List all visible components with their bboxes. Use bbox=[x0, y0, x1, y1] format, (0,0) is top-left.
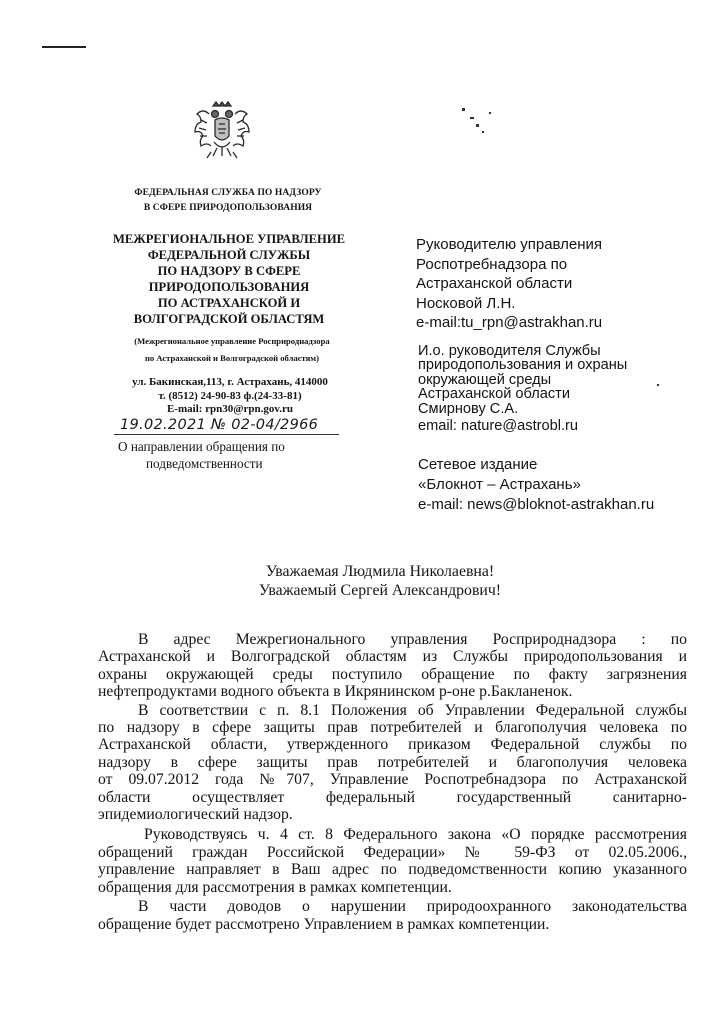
letter-body bbox=[98, 631, 687, 933]
letter-subject bbox=[118, 438, 348, 472]
recipient-line: «Блокнот – Астрахань» bbox=[418, 476, 581, 493]
body-line: охраны окружающей среды поступило обращение по факту загрязнения bbox=[98, 665, 687, 683]
recipient-line: Руководителю управления bbox=[416, 236, 603, 253]
scan-mark bbox=[42, 46, 86, 48]
org-line: ПРИРОДОПОЛЬЗОВАНИЯ bbox=[148, 280, 310, 294]
registration-underline bbox=[114, 434, 339, 435]
greeting-line: Уважаемая Людмила Николаевна! bbox=[265, 563, 495, 580]
body-line: эпидемиологический надзор. bbox=[98, 806, 293, 824]
org-short-line: (Межрегиональное управление Росприроднадзора bbox=[134, 336, 330, 346]
subject-line: подведомственности bbox=[146, 456, 263, 471]
body-line: В адрес Межрегионального управления Росприроднадзора : по bbox=[138, 631, 687, 648]
address-line: т. (8512) 24-90-83 ф.(24-33-81) bbox=[158, 389, 302, 402]
scan-speck bbox=[482, 131, 484, 133]
agency-line: ФЕДЕРАЛЬНАЯ СЛУЖБА ПО НАДЗОРУ bbox=[134, 188, 322, 198]
scan-speck bbox=[489, 112, 491, 114]
organization-short-name bbox=[116, 333, 348, 367]
org-line: МЕЖРЕГИОНАЛЬНОЕ УПРАВЛЕНИЕ bbox=[112, 232, 346, 246]
body-line: обращение будет рассмотрено Управлением в рамках компетенции. bbox=[98, 915, 550, 933]
scan-speck bbox=[476, 124, 479, 127]
recipient-line: И.о. руководителя Службы bbox=[418, 343, 601, 359]
org-line: ПО АСТРАХАНСКОЙ И bbox=[157, 296, 301, 310]
body-line: обращений граждан Российской Федерации» № 59-ФЗ от 02.05.2006., bbox=[98, 843, 687, 861]
recipient-rospotrebnadzor bbox=[416, 235, 706, 333]
body-line: от 09.07.2012 года №707, Управление Роспотребнадзора по Астраханской bbox=[98, 771, 687, 789]
recipient-line: Астраханской области bbox=[416, 275, 573, 293]
recipient-line: Носковой Л.Н. bbox=[416, 294, 516, 312]
recipient-nature-service bbox=[418, 344, 708, 433]
body-paragraph bbox=[98, 898, 687, 933]
greeting-line: Уважаемый Сергей Александрович! bbox=[258, 582, 502, 599]
agency-name bbox=[128, 186, 328, 216]
recipient-line: природопользования и охраны bbox=[418, 357, 628, 374]
scan-speck bbox=[462, 108, 465, 111]
subject-line: О направлении обращения по bbox=[118, 439, 285, 454]
coat-of-arms-icon bbox=[193, 100, 251, 162]
recipient-line: окружающей среды bbox=[418, 371, 552, 388]
org-line: ВОЛГОГРАДСКОЙ ОБЛАСТЯМ bbox=[133, 312, 325, 326]
body-line: по надзору в сфере защиты прав потребителей и благополучия человека по bbox=[98, 719, 687, 737]
org-line: ПО НАДЗОРУ В СФЕРЕ bbox=[157, 264, 301, 278]
body-line: Астраханской области, утвержденного приказом Федеральной службы по bbox=[98, 736, 687, 754]
body-paragraph bbox=[98, 702, 687, 824]
address-email: E-mail: rpn30@rpn.gov.ru bbox=[166, 403, 294, 415]
recipient-email: email: nature@astrobl.ru bbox=[418, 418, 579, 435]
body-paragraph bbox=[98, 631, 687, 701]
body-line: области осуществляет федеральный государственный санитарно- bbox=[98, 788, 687, 806]
body-paragraph bbox=[98, 826, 687, 896]
body-line: управление направляет в Ваш адрес по подведомственности копию указанного bbox=[98, 861, 687, 879]
recipient-email: e-mail:tu_rpn@astrakhan.ru bbox=[416, 314, 603, 332]
org-line: ФЕДЕРАЛЬНОЙ СЛУЖБЫ bbox=[147, 248, 311, 262]
organization-address bbox=[112, 376, 348, 417]
body-line: В части доводов о нарушении природоохранного законодательства bbox=[138, 898, 687, 916]
recipient-email: e-mail: news@bloknot-astrakhan.ru bbox=[418, 496, 655, 513]
body-line: В соответствии с п. 8.1 Положения об Управлении Федеральной службы bbox=[138, 701, 687, 719]
registration-number-text: 19.02.2021 № 02-04/2966 bbox=[120, 417, 319, 433]
recipient-line: Роспотребнадзора по bbox=[416, 255, 568, 273]
body-line: обращения для рассмотрения в рамках компетенции. bbox=[98, 878, 452, 896]
recipient-line: Смирнову С.А. bbox=[418, 400, 519, 417]
scan-speck bbox=[470, 117, 474, 119]
body-line: Астраханской и Волгоградской областям из Службы природопользования и bbox=[98, 648, 687, 666]
organization-name bbox=[110, 231, 348, 327]
org-short-line: по Астраханской и Волгоградской областям) bbox=[144, 353, 320, 363]
greeting bbox=[180, 562, 580, 600]
address-line: ул. Бакинская,113, г. Астрахань, 414000 bbox=[132, 376, 328, 388]
recipient-line: Астраханской области bbox=[418, 386, 571, 403]
agency-line: В СФЕРЕ ПРИРОДОПОЛЬЗОВАНИЯ bbox=[143, 203, 313, 213]
registration-number bbox=[114, 418, 364, 438]
body-line: надзору в сфере защиты прав потребителей и благополучия человека bbox=[98, 753, 687, 771]
body-line: Руководствуясь ч. 4 ст. 8 Федерального закона «О порядке рассмотрения bbox=[144, 826, 687, 844]
recipient-line: Сетевое издание bbox=[418, 456, 538, 473]
body-line: нефтепродуктами водного объекта в Икрянинском р-оне р.Бакланенок. bbox=[98, 683, 573, 701]
recipient-media bbox=[418, 455, 718, 515]
